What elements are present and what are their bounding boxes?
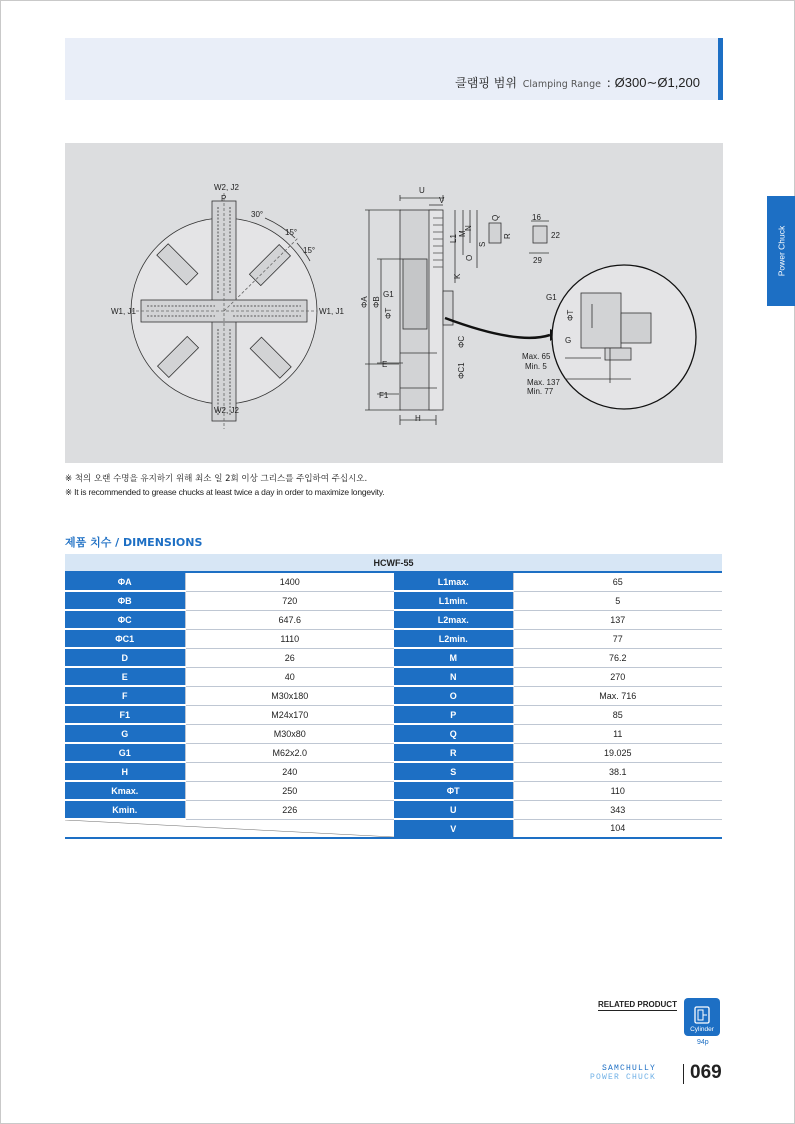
label-q: Q <box>491 214 500 221</box>
table-key-right: V <box>394 819 513 838</box>
table-key-right: L2min. <box>394 629 513 648</box>
section-title-dimensions: 제품 치수 / DIMENSIONS <box>65 536 203 549</box>
detail-view <box>552 265 696 409</box>
table-value-left: 720 <box>185 591 394 610</box>
label-w2j2-top: W2, J2 <box>214 183 239 192</box>
table-value-right: 104 <box>513 819 722 838</box>
table-key-left: Kmin. <box>65 800 185 819</box>
table-key-right: L1min. <box>394 591 513 610</box>
label-phi-a: ΦA <box>360 296 369 308</box>
clamping-range-sep: : <box>606 76 611 90</box>
table-key-left: Kmax. <box>65 781 185 800</box>
label-m: M <box>458 230 467 237</box>
table-value-right: Max. 716 <box>513 686 722 705</box>
table-value-left: 1110 <box>185 629 394 648</box>
table-row <box>65 705 722 724</box>
table-key-left: D <box>65 648 185 667</box>
label-n: N <box>464 225 473 231</box>
table-value-right: 76.2 <box>513 648 722 667</box>
label-o: O <box>465 254 474 261</box>
footer-separator <box>683 1064 684 1084</box>
dimensions-table <box>65 554 722 839</box>
table-value-left: M62x2.0 <box>185 743 394 762</box>
label-w2j2-bottom: W2, J2 <box>214 406 239 415</box>
label-phi-c1: ΦC1 <box>457 362 466 379</box>
table-key-right: L2max. <box>394 610 513 629</box>
page-number: 069 <box>690 1062 722 1083</box>
table-value-left: 250 <box>185 781 394 800</box>
label-g1-detail: G1 <box>546 293 557 302</box>
label-r: R <box>503 233 512 239</box>
side-tab-label: Power Chuck <box>776 225 786 277</box>
clamping-range <box>455 74 700 91</box>
table-key-left: H <box>65 762 185 781</box>
table-value-right: 270 <box>513 667 722 686</box>
label-phi-c: ΦC <box>457 335 466 348</box>
table-empty-cell <box>65 819 394 838</box>
related-card-label: Cylinder <box>690 1026 714 1033</box>
label-l1: L1 <box>449 234 458 243</box>
table-key-left: G1 <box>65 743 185 762</box>
label-f1: F1 <box>379 391 389 400</box>
cylinder-icon <box>694 1006 710 1024</box>
related-product-label: RELATED PRODUCT <box>598 1000 677 1009</box>
side-tab-power-chuck[interactable] <box>767 196 795 306</box>
table-value-right: 110 <box>513 781 722 800</box>
front-view <box>102 189 347 434</box>
table-key-right: R <box>394 743 513 762</box>
label-min5: Min. 5 <box>525 362 547 371</box>
table-value-right: 137 <box>513 610 722 629</box>
label-g1: G1 <box>383 290 394 299</box>
table-key-left: F1 <box>65 705 185 724</box>
table-value-left: 226 <box>185 800 394 819</box>
label-phi-t-detail: ΦT <box>566 309 575 321</box>
label-min77: Min. 77 <box>527 387 554 396</box>
label-u: U <box>419 186 425 195</box>
table-key-right: S <box>394 762 513 781</box>
table-value-left: 1400 <box>185 572 394 591</box>
detail-arrow <box>445 318 550 338</box>
dimensions-table-body <box>65 572 722 838</box>
brand-logo <box>590 1064 656 1082</box>
label-phi-b: ΦB <box>372 296 381 308</box>
table-row <box>65 819 722 838</box>
drawing-svg <box>65 143 723 463</box>
profile-detail <box>489 221 549 253</box>
label-angle-30: 30° <box>251 210 264 219</box>
table-key-left: F <box>65 686 185 705</box>
table-row <box>65 762 722 781</box>
table-key-right: M <box>394 648 513 667</box>
table-value-left: 240 <box>185 762 394 781</box>
label-s: S <box>478 241 487 247</box>
table-value-left: 40 <box>185 667 394 686</box>
label-29: 29 <box>533 256 542 265</box>
table-value-right: 343 <box>513 800 722 819</box>
table-key-left: E <box>65 667 185 686</box>
label-angle-15b: 15° <box>303 246 316 255</box>
table-value-right: 19.025 <box>513 743 722 762</box>
table-key-left: ΦB <box>65 591 185 610</box>
table-value-right: 85 <box>513 705 722 724</box>
clamping-range-kr: 클램핑 범위 <box>455 76 517 90</box>
table-row <box>65 572 722 591</box>
table-row <box>65 610 722 629</box>
note-en: ※ It is recommended to grease chucks at least twice a day in order to maximize longevity. <box>65 487 385 497</box>
label-16: 16 <box>532 213 541 222</box>
table-value-left: M30x80 <box>185 724 394 743</box>
table-row <box>65 648 722 667</box>
table-value-right: 11 <box>513 724 722 743</box>
table-value-left: M24x170 <box>185 705 394 724</box>
clamping-range-value: Ø300∼Ø1,200 <box>614 75 700 90</box>
table-row <box>65 667 722 686</box>
table-row <box>65 800 722 819</box>
table-key-right: L1max. <box>394 572 513 591</box>
label-p: P <box>221 194 227 203</box>
brand-line2: POWER CHUCK <box>590 1073 657 1082</box>
label-22: 22 <box>551 231 560 240</box>
table-key-right: P <box>394 705 513 724</box>
table-key-right: N <box>394 667 513 686</box>
label-w1j1-left: W1, J1 <box>111 307 136 316</box>
grease-notes <box>65 473 384 499</box>
table-value-left: M30x180 <box>185 686 394 705</box>
diagonal-line <box>65 820 394 837</box>
table-row <box>65 686 722 705</box>
table-value-right: 38.1 <box>513 762 722 781</box>
related-page-ref: 94p <box>697 1039 709 1046</box>
label-v: V <box>439 196 445 205</box>
label-k: K <box>453 273 462 279</box>
table-key-right: Q <box>394 724 513 743</box>
table-row <box>65 724 722 743</box>
label-w1j1-right: W1, J1 <box>319 307 344 316</box>
label-max137: Max. 137 <box>527 378 560 387</box>
table-value-right: 77 <box>513 629 722 648</box>
table-value-right: 5 <box>513 591 722 610</box>
table-key-left: ΦC <box>65 610 185 629</box>
label-phi-t: ΦT <box>384 307 393 319</box>
table-key-right: O <box>394 686 513 705</box>
label-e: E <box>382 360 388 369</box>
related-product-cylinder-button[interactable] <box>684 998 720 1036</box>
label-g-detail: G <box>565 336 572 345</box>
table-model-header: HCWF-55 <box>65 554 722 572</box>
note-kr: ※ 척의 오랜 수명을 유지하기 위해 최소 일 2회 이상 그리스를 주입하여 주십시오. <box>65 474 368 484</box>
clamping-range-en: Clamping Range <box>522 79 601 90</box>
table-value-left: 647.6 <box>185 610 394 629</box>
table-row <box>65 781 722 800</box>
table-key-left: ΦC1 <box>65 629 185 648</box>
table-row <box>65 591 722 610</box>
table-value-left: 26 <box>185 648 394 667</box>
brand-line1: SAMCHULLY <box>602 1064 657 1073</box>
table-value-right: 65 <box>513 572 722 591</box>
table-row <box>65 629 722 648</box>
technical-drawing <box>65 143 723 463</box>
label-h: H <box>415 414 421 423</box>
label-max65: Max. 65 <box>522 352 551 361</box>
label-angle-15a: 15° <box>285 228 298 237</box>
table-key-left: G <box>65 724 185 743</box>
table-row <box>65 743 722 762</box>
table-key-left: ΦA <box>65 572 185 591</box>
table-key-right: ΦT <box>394 781 513 800</box>
header-band <box>65 38 723 100</box>
table-key-right: U <box>394 800 513 819</box>
